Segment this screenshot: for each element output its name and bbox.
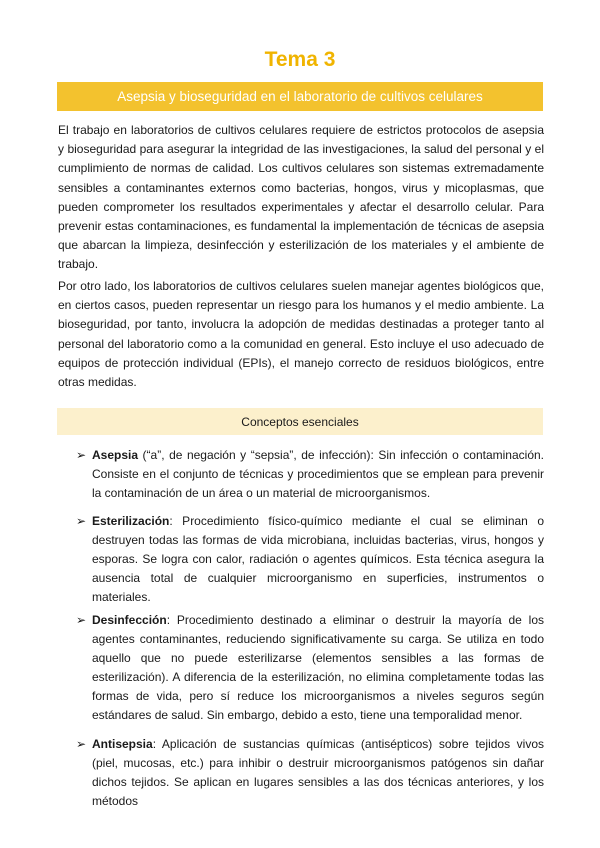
arrow-bullet-icon: ➢	[76, 737, 87, 751]
concept-item-antisepsia	[76, 735, 544, 811]
concepts-heading: Conceptos esenciales	[57, 408, 543, 435]
subtitle-banner: Asepsia y bioseguridad en el laboratorio de cultivos celulares	[57, 82, 543, 111]
concept-item-asepsia	[76, 446, 544, 503]
concept-term: Desinfección	[92, 613, 167, 627]
concept-text	[92, 512, 544, 607]
concept-text	[92, 446, 544, 503]
page-title: Tema 3	[264, 48, 336, 71]
concept-description: : Procedimiento destinado a eliminar o destruir la mayoría de los agentes contaminantes, reduciendo significativamente su carga. Se utiliza en todo aquello que no puede esterilizarse (elementos sensibles a las formas de esterilización). A diferencia de la esterilización, no elimina completamente todas las formas de vida, pero sí reduce los microorganismos a niveles seguros según estándares de salud. Sin embargo, debido a esto, tiene una temporalidad menor.	[92, 613, 544, 723]
concept-description: (“a”, de negación y “sepsia”, de infección): Sin infección o contaminación. Consiste en el conjunto de técnicas y procedimientos que se emplean para prevenir la contaminación de un área o un material de microorganismos.	[92, 448, 544, 501]
concept-text	[92, 735, 544, 811]
arrow-bullet-icon: ➢	[76, 514, 87, 528]
intro-paragraph-1: El trabajo en laboratorios de cultivos celulares requiere de estrictos protocolos de asepsia y bioseguridad para asegurar la integridad de las investigaciones, la salud del personal y el cumplimiento de normas de calidad. Los cultivos celulares son sistemas extremadamente sensibles a contaminantes externos como bacterias, hongos, virus y micoplasmas, que pueden comprometer los resultados experimentales y afectar el desarrollo celular. Para prevenir estas contaminaciones, es fundamental la implementación de técnicas de asepsia que abarcan la limpieza, desinfección y esterilización de los materiales y el ambiente de trabajo.	[58, 123, 544, 272]
arrow-bullet-icon: ➢	[76, 448, 87, 462]
concept-item-desinfeccion	[76, 611, 544, 726]
concept-item-esterilizacion	[76, 512, 544, 607]
concept-description: : Aplicación de sustancias químicas (antisépticos) sobre tejidos vivos (piel, mucosas, etc.) para inhibir o destruir microorganismos patógenos sin dañar dichos tejidos. Se aplican en lugares sensibles a las dos técnicas anteriores, y los métodos	[92, 737, 544, 809]
intro-paragraph-2: Por otro lado, los laboratorios de cultivos celulares suelen manejar agentes biológicos que, en ciertos casos, pueden representar un riesgo para los humanos y el medio ambiente. La bioseguridad, por tanto, involucra la adopción de medidas destinadas a proteger tanto al personal del laboratorio como a la comunidad en general. Esto incluye el uso adecuado de equipos de protección individual (EPIs), el manejo correcto de residuos biológicos, entre otras medidas.	[58, 279, 544, 390]
concept-term: Asepsia	[92, 448, 139, 462]
arrow-bullet-icon: ➢	[76, 613, 87, 627]
concept-term: Esterilización	[92, 514, 170, 528]
concept-text	[92, 611, 544, 726]
concept-term: Antisepsia	[92, 737, 153, 751]
concept-description: : Procedimiento físico-químico mediante el cual se eliminan o destruyen todas las formas de vida microbiana, incluidas bacterias, virus, hongos y esporas. Se logra con calor, radiación o agentes químicos. Esta técnica asegura la ausencia total de cualquier microorganismo en superficies, instrumentos o materiales.	[92, 514, 544, 605]
